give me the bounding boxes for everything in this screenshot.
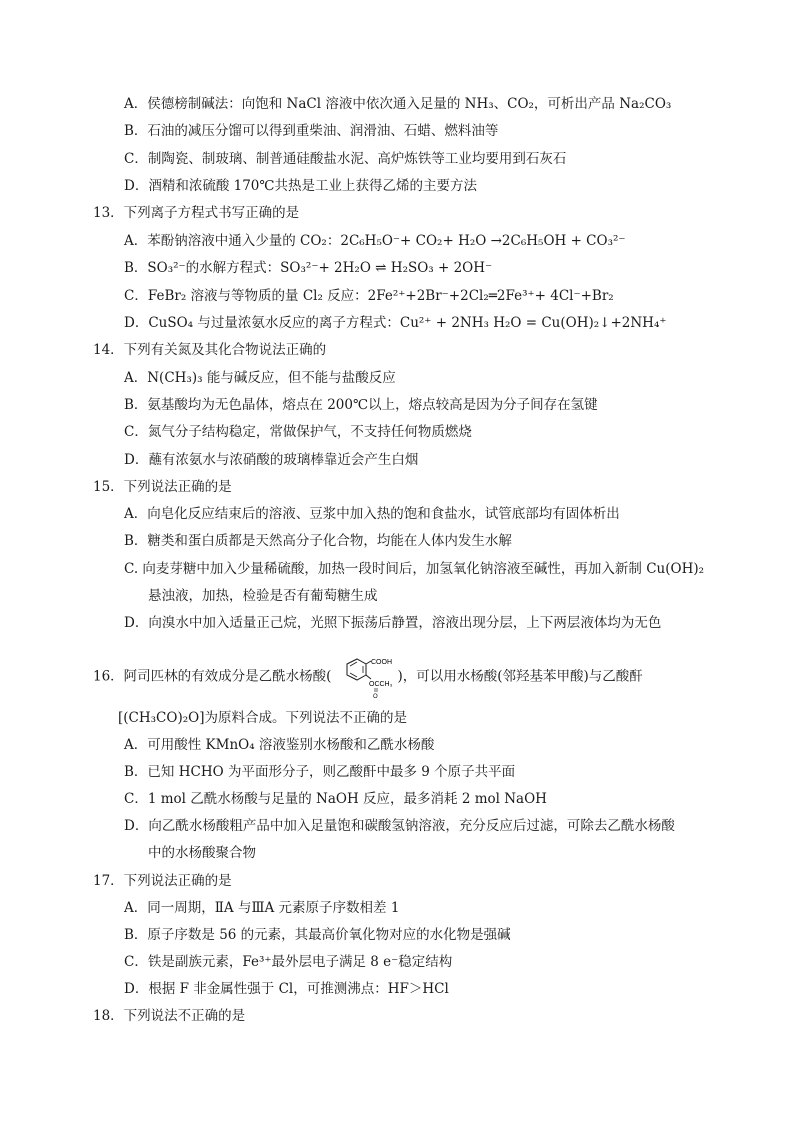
q17-option-c: C．铁是副族元素，Fe³⁺最外层电子满足 8 e⁻稳定结构 (124, 954, 453, 970)
q16-stem-line1 (93, 656, 643, 698)
q16-option-a: A．可用酸性 KMnO₄ 溶液鉴别水杨酸和乙酰水杨酸 (124, 737, 435, 753)
q14-option-b: B．氨基酸均为无色晶体，熔点在 200℃以上，熔点较高是因为分子间存在氢键 (124, 397, 598, 413)
q13-stem: 13．下列离子方程式书写正确的是 (93, 205, 300, 221)
q13-option-a: A．苯酚钠溶液中通入少量的 CO₂：2C₆H₅O⁻+ CO₂+ H₂O →2C₆H₅OH + CO₃²⁻ (124, 233, 626, 249)
q13-option-c: C．FeBr₂ 溶液与等物质的量 Cl₂ 反应：2Fe²⁺+2Br⁻+2Cl₂═2Fe³⁺+ 4Cl⁻+Br₂ (124, 288, 614, 304)
q12-option-c: C．制陶瓷、制玻璃、制普通硅酸盐水泥、高炉炼铁等工业均要用到石灰石 (124, 151, 567, 167)
q15-option-a: A．向皂化反应结束后的溶液、豆浆中加入热的饱和食盐水，试管底部均有固体析出 (124, 506, 620, 522)
q16-stem-part2: )，可以用水杨酸(邻羟基苯甲酸)与乙酸酐 (397, 668, 643, 685)
q12-option-b: B．石油的减压分馏可以得到重柴油、润滑油、石蜡、燃料油等 (124, 123, 499, 139)
q16-option-d-line2: 中的水杨酸聚合物 (148, 845, 256, 861)
q14-option-c: C．氮气分子结构稳定，常做保护气，不支持任何物质燃烧 (124, 424, 472, 440)
q16-option-c: C．1 mol 乙酰水杨酸与足量的 NaOH 反应，最多消耗 2 mol NaOH (124, 791, 547, 807)
q13-option-b: B．SO₃²⁻的水解方程式：SO₃²⁻+ 2H₂O ⇌ H₂SO₃ + 2OH⁻ (124, 260, 493, 276)
q16-stem-part1: 16．阿司匹林的有效成分是乙酰水杨酸( (93, 668, 332, 685)
q16-option-b: B．已知 HCHO 为平面形分子，则乙酸酐中最多 9 个原子共平面 (124, 764, 516, 780)
q15-option-d: D．向溴水中加入适量正己烷，光照下振荡后静置，溶液出现分层，上下两层液体均为无色 (124, 615, 662, 631)
q14-stem: 14．下列有关氮及其化合物说法正确的 (93, 342, 327, 358)
q17-option-b: B．原子序数是 56 的元素，其最高价氧化物对应的水化物是强碱 (124, 927, 511, 943)
struct-ester-label: OCCH₃ (369, 681, 393, 688)
q16-option-d-line1: D．向乙酰水杨酸粗产品中加入足量饱和碳酸氢钠溶液，充分反应后过滤，可除去乙酰水杨酸 (124, 818, 675, 834)
q15-stem: 15．下列说法正确的是 (93, 479, 232, 495)
q17-option-d: D．根据 F 非金属性强于 Cl，可推测沸点：HF＞HCl (124, 981, 449, 997)
q15-option-c-line1: C. 向麦芽糖中加入少量稀硫酸，加热一段时间后，加氢氧化钠溶液至碱性，再加入新制 Cu(OH)₂ (124, 561, 705, 577)
q14-option-d: D．蘸有浓氨水与浓硝酸的玻璃棒靠近会产生白烟 (124, 452, 419, 468)
q16-stem-line2: [(CH₃CO)₂O]为原料合成。下列说法不正确的是 (118, 710, 407, 726)
q18-stem: 18．下列说法不正确的是 (93, 1008, 246, 1024)
q17-stem: 17．下列说法正确的是 (93, 873, 232, 889)
acetylsalicylic-acid-structure (333, 656, 395, 698)
q17-option-a: A．同一周期，ⅡA 与ⅢA 元素原子序数相差 1 (124, 900, 400, 916)
q15-option-b: B．糖类和蛋白质都是天然高分子化合物，均能在人体内发生水解 (124, 533, 512, 549)
struct-cooh-label: COOH (371, 659, 393, 666)
q13-option-d: D．CuSO₄ 与过量浓氨水反应的离子方程式：Cu²⁺ + 2NH₃ H₂O = Cu(OH)₂↓+2NH₄⁺ (124, 315, 667, 331)
struct-o-label: O (373, 694, 379, 698)
q15-option-c-line2: 悬浊液，加热，检验是否有葡萄糖生成 (148, 588, 378, 604)
q12-option-d: D．酒精和浓硫酸 170℃共热是工业上获得乙烯的主要方法 (124, 178, 477, 194)
q12-option-a: A．侯德榜制碱法：向饱和 NaCl 溶液中依次通入足量的 NH₃、CO₂，可析出产品 Na₂CO₃ (124, 96, 672, 112)
q14-option-a: A．N(CH₃)₃ 能与碱反应，但不能与盐酸反应 (124, 370, 396, 386)
